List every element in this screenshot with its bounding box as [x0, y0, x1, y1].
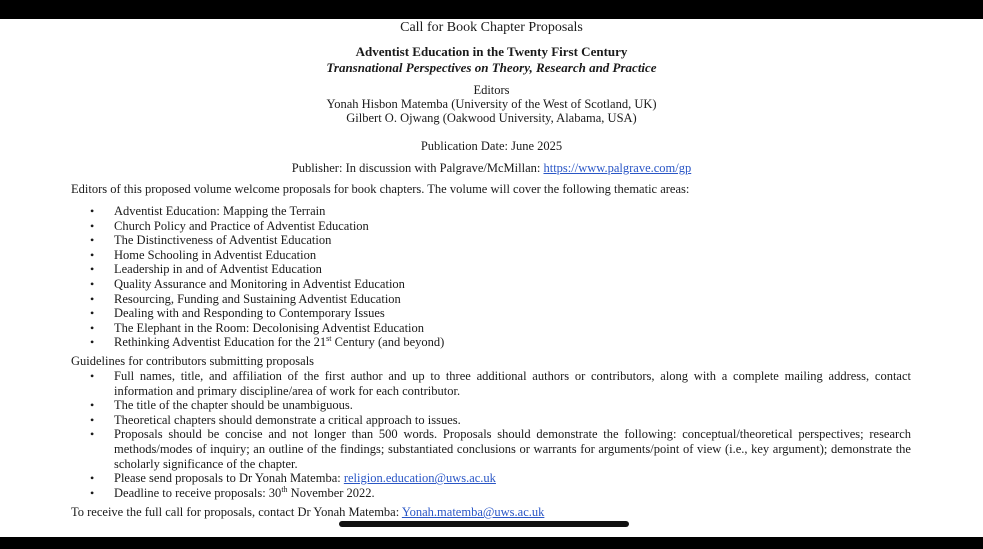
list-item: • Quality Assurance and Monitoring in Adventist Education	[71, 277, 911, 292]
list-item: • The Elephant in the Room: Decolonising Adventist Education	[71, 321, 911, 336]
list-item: • Leadership in and of Adventist Education	[71, 262, 911, 277]
book-subtitle: Transnational Perspectives on Theory, Research and Practice	[326, 60, 657, 75]
list-item: • Adventist Education: Mapping the Terrain	[71, 204, 911, 219]
list-item: • Resourcing, Funding and Sustaining Adventist Education	[71, 292, 911, 307]
themes-list	[71, 204, 911, 350]
publisher-line	[0, 161, 983, 176]
book-title: Adventist Education in the Twenty First Century	[355, 44, 628, 59]
list-item: • Proposals should be concise and not longer than 500 words. Proposals should demonstrate the following: conceptual/theoretical perspectives; research methods/modes of inquiry; an outline of the findings; substantiated conclusions or warrants for arguments/point of view (i.e., key argument); demonstrate the scholarly significance of the chapter.	[71, 427, 911, 471]
footer-email-link[interactable]: Yonah.matemba@uws.ac.uk	[401, 505, 545, 519]
editor-2: Gilbert O. Ojwang (Oakwood University, Alabama, USA)	[346, 111, 637, 125]
list-item: • The Distinctiveness of Adventist Education	[71, 233, 911, 248]
list-item: • Church Policy and Practice of Adventist Education	[71, 219, 911, 234]
list-item: • Dealing with and Responding to Contemporary Issues	[71, 306, 911, 321]
home-indicator[interactable]	[339, 521, 629, 527]
document-page	[0, 19, 983, 537]
guidelines-heading: Guidelines for contributors submitting proposals	[71, 354, 315, 368]
list-item: • Full names, title, and affiliation of the first author and up to three additional authors or contributors, along with a complete mailing address, contact information and primary discipline/area of work for each contributor.	[71, 369, 911, 398]
guidelines-list	[71, 369, 911, 500]
list-item: • Please send proposals to Dr Yonah Matemba: religion.education@uws.ac.uk	[71, 471, 911, 486]
list-item: • Home Schooling in Adventist Education	[71, 248, 911, 263]
publisher-link[interactable]: https://www.palgrave.com/gp	[543, 161, 692, 175]
list-item: • The title of the chapter should be unambiguous.	[71, 398, 911, 413]
editor-1: Yonah Hisbon Matemba (University of the West of Scotland, UK)	[326, 97, 657, 111]
publisher-prefix: Publisher: In discussion with Palgrave/McMillan:	[291, 161, 544, 175]
header: Call for Book Chapter Proposals	[400, 20, 583, 35]
list-item: • Theoretical chapters should demonstrate a critical approach to issues.	[71, 413, 911, 428]
footer-prefix: To receive the full call for proposals, contact Dr Yonah Matemba:	[71, 505, 402, 519]
send-email-link[interactable]: religion.education@uws.ac.uk	[343, 471, 496, 486]
list-item: • Rethinking Adventist Education for the 21st Century (and beyond)	[71, 335, 911, 350]
footer-line	[71, 505, 911, 520]
list-item: • Deadline to receive proposals: 30th November 2022.	[71, 486, 911, 501]
publication-date: Publication Date: June 2025	[420, 139, 563, 153]
editors-heading: Editors	[473, 83, 510, 97]
intro-text: Editors of this proposed volume welcome proposals for book chapters. The volume will cover the following thematic areas:	[71, 182, 690, 196]
